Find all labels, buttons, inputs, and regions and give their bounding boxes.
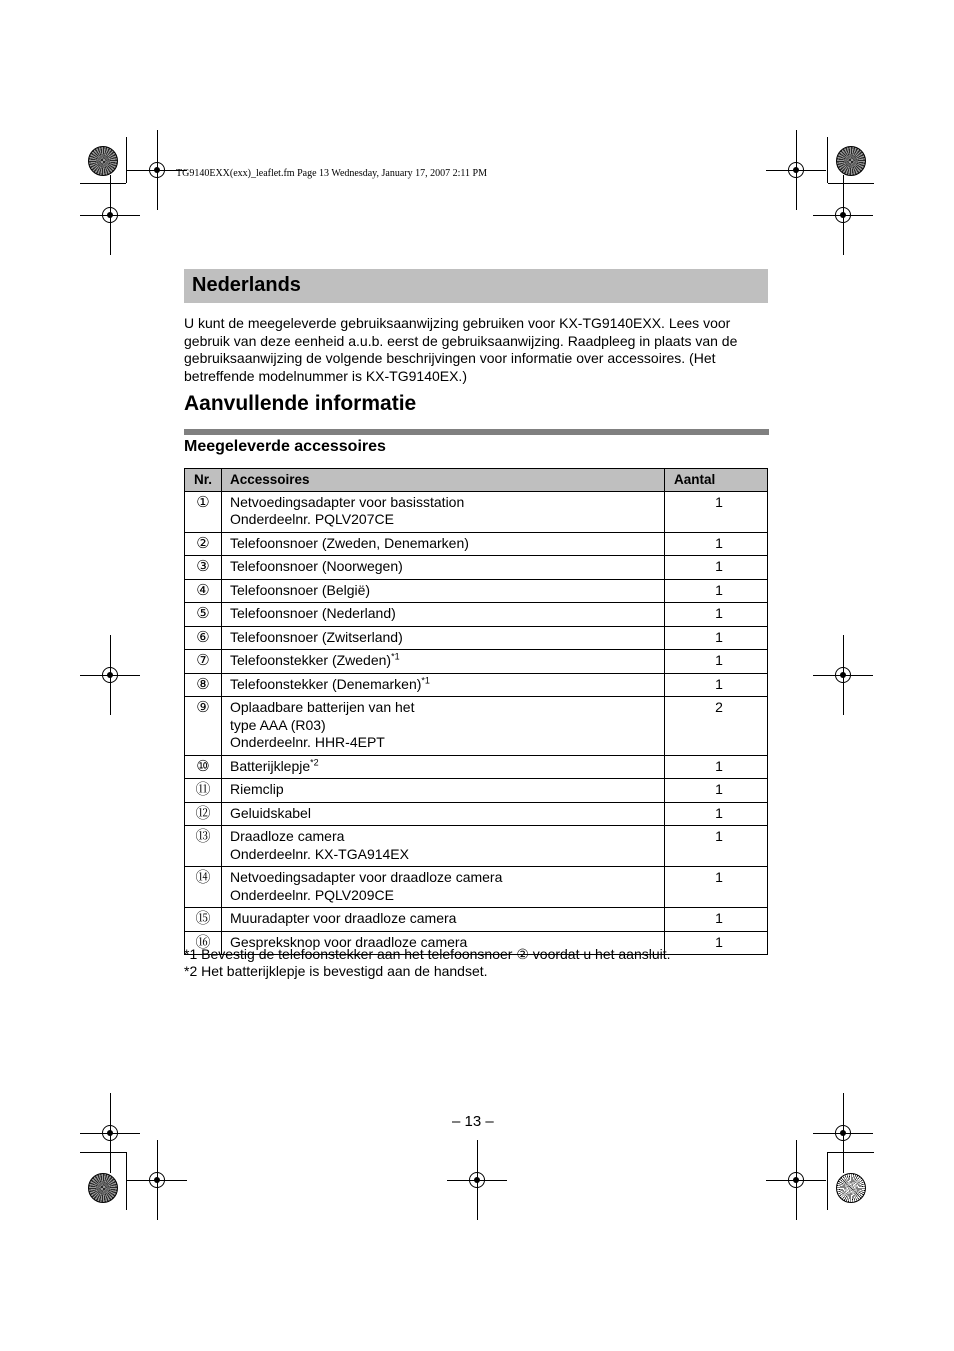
page-heading: Aanvullende informatie [184, 392, 417, 415]
item-description: Telefoonsnoer (Nederland) [230, 605, 396, 621]
item-description: Batterijklepje [230, 757, 311, 774]
item-quantity: 1 [665, 673, 768, 697]
table-row [185, 802, 768, 826]
item-quantity: 1 [665, 867, 768, 908]
item-quantity: 1 [665, 532, 768, 556]
item-number: ⑬ [185, 826, 222, 867]
item-number: ⑮ [185, 908, 222, 932]
header-accessoires: Accessoires [222, 469, 665, 492]
item-description-cell [222, 491, 665, 532]
crop-mark [828, 183, 874, 184]
file-header: TG9140EXX(exx)_leaflet.fm Page 13 Wednesday, January 17, 2007 2:11 PM [176, 168, 487, 179]
table-row [185, 626, 768, 650]
item-description: Telefoonsnoer (Noorwegen) [230, 558, 403, 574]
accessories-table [184, 468, 768, 955]
item-description: Draadloze camera Onderdeelnr. KX-TGA914EX [230, 828, 409, 862]
item-quantity: 2 [665, 697, 768, 756]
footnote-reference: *2 [310, 756, 319, 767]
item-quantity: 1 [665, 603, 768, 627]
registration-rosette-icon [836, 146, 866, 176]
table-row [185, 650, 768, 674]
item-description-cell [222, 579, 665, 603]
crop-mark [827, 137, 828, 183]
item-number: ⑤ [185, 603, 222, 627]
item-description-cell [222, 650, 665, 674]
item-description-cell [222, 826, 665, 867]
section-title-band [184, 269, 768, 303]
item-description: Telefoonsnoer (België) [230, 581, 371, 598]
item-quantity: 1 [665, 755, 768, 779]
item-number: ⑪ [185, 779, 222, 803]
item-description-cell [222, 673, 665, 697]
item-number: ④ [185, 579, 222, 603]
header-aantal: Aantal [665, 469, 768, 492]
item-number: ② [185, 532, 222, 556]
footnote-1: *1 Bevestig de telefoonstekker aan het telefoonsnoer ② voordat u het aansluit. [184, 946, 671, 962]
item-description: Riemclip [230, 781, 284, 797]
item-description: Gespreksknop voor draadloze camera [230, 933, 468, 950]
crop-mark [126, 137, 127, 183]
item-description: Telefoonstekker (Denemarken) [230, 675, 422, 692]
table-row [185, 908, 768, 932]
footnote-2: *2 Het batterijklepje is bevestigd aan de handset. [184, 963, 488, 979]
item-number: ⑯ [185, 931, 222, 955]
item-number: ⑧ [185, 673, 222, 697]
table-row [185, 603, 768, 627]
table-row [185, 579, 768, 603]
footnote-reference: *1 [421, 674, 430, 685]
item-description: Geluidskabel [230, 804, 311, 821]
item-description-cell [222, 556, 665, 580]
heading-rule [184, 429, 769, 435]
item-quantity: 1 [665, 556, 768, 580]
item-quantity: 1 [665, 650, 768, 674]
item-description: Netvoedingsadapter voor draadloze camera Onderdeelnr. PQLV209CE [230, 869, 503, 903]
table-header-row [185, 469, 768, 492]
item-quantity: 1 [665, 826, 768, 867]
item-description: Oplaadbare batterijen van het type AAA (R03) Onderdeelnr. HHR-4EPT [230, 699, 415, 750]
subheading: Meegeleverde accessoires [184, 438, 386, 455]
item-description-cell [222, 908, 665, 932]
item-quantity: 1 [665, 931, 768, 955]
item-description: Netvoedingsadapter voor basisstation Onderdeelnr. PQLV207CE [230, 493, 465, 527]
registration-rosette-icon [88, 1173, 118, 1203]
crop-mark [126, 1152, 127, 1210]
crop-mark [80, 1152, 126, 1153]
item-description: Telefoonstekker (Zweden) [230, 652, 392, 668]
page-number: – 13 – [452, 1113, 494, 1130]
item-quantity: 1 [665, 779, 768, 803]
intro-paragraph: U kunt de meegeleverde gebruiksaanwijzing gebruiken voor KX-TG9140EXX. Lees voor gebruik van deze eenheid a.u.b. eerst de gebruiksaanwijzing. Raadpleeg in plaats van de gebruiksaanwijzing de volgende beschrijvingen voor informatie over accessoires. (Het betreffende modelnummer is KX-TG9140EX.) [184, 315, 738, 384]
table-row [185, 532, 768, 556]
item-quantity: 1 [665, 491, 768, 532]
registration-rosette-icon [88, 146, 118, 176]
item-number: ⑦ [185, 650, 222, 674]
section-title: Nederlands [192, 274, 301, 296]
item-description: Telefoonsnoer (Zwitserland) [230, 628, 403, 645]
footnote-reference: *1 [391, 651, 400, 662]
item-number: ① [185, 491, 222, 532]
item-description-cell [222, 755, 665, 779]
crop-mark [80, 183, 126, 184]
item-description: Telefoonsnoer (Zweden, Denemarken) [230, 534, 469, 551]
item-number: ③ [185, 556, 222, 580]
table-row [185, 491, 768, 532]
crop-mark [828, 1152, 874, 1153]
item-number: ⑫ [185, 802, 222, 826]
item-quantity: 1 [665, 626, 768, 650]
item-number: ⑨ [185, 697, 222, 756]
item-quantity: 1 [665, 579, 768, 603]
item-description-cell [222, 626, 665, 650]
item-description-cell [222, 802, 665, 826]
crop-mark [827, 1152, 828, 1210]
item-description-cell [222, 779, 665, 803]
item-quantity: 1 [665, 908, 768, 932]
table-row [185, 556, 768, 580]
item-number: ⑥ [185, 626, 222, 650]
item-description-cell [222, 697, 665, 756]
item-quantity: 1 [665, 802, 768, 826]
item-description: Muuradapter voor draadloze camera [230, 910, 457, 926]
table-row [185, 673, 768, 697]
item-description-cell [222, 603, 665, 627]
item-number: ⑭ [185, 867, 222, 908]
item-description-cell [222, 867, 665, 908]
table-row [185, 779, 768, 803]
table-row [185, 826, 768, 867]
header-nr: Nr. [185, 469, 222, 492]
table-row [185, 697, 768, 756]
item-description-cell [222, 532, 665, 556]
registration-rosette-icon [836, 1173, 866, 1203]
item-number: ⑩ [185, 755, 222, 779]
table-row [185, 755, 768, 779]
table-row [185, 867, 768, 908]
